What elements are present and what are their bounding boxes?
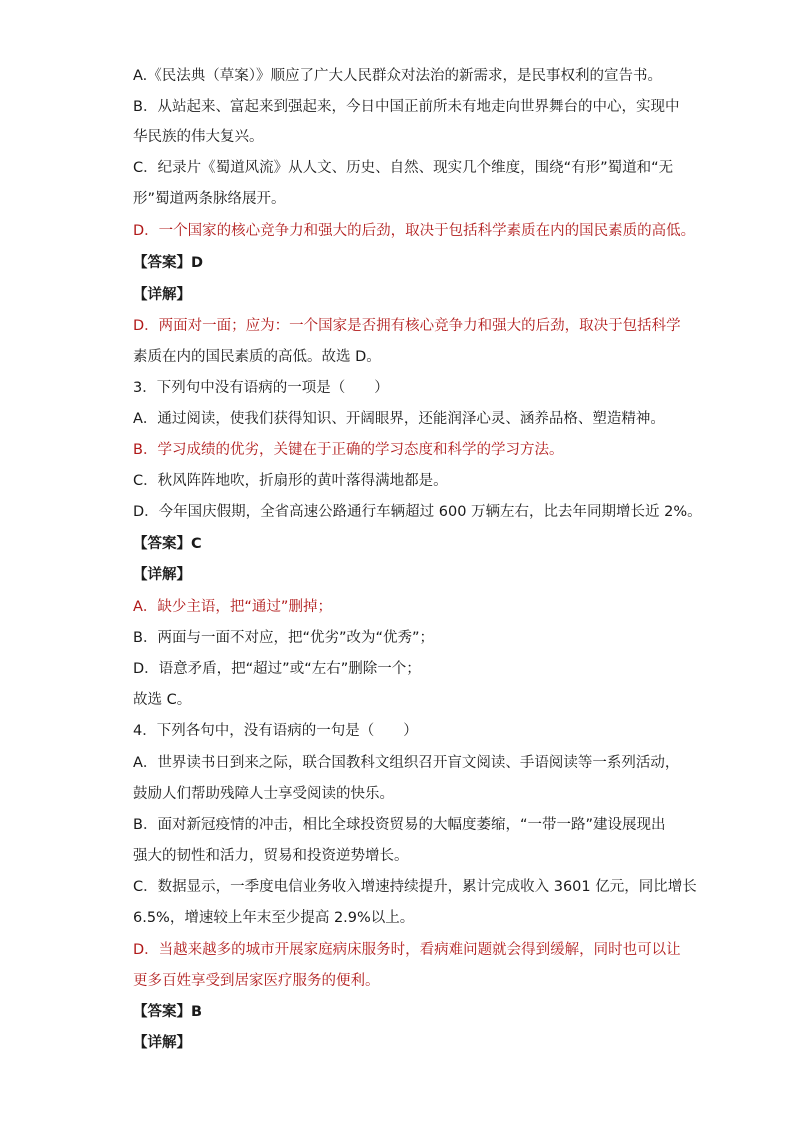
explanation-text-cont: 素质在内的国民素质的高低。故选 D。	[133, 349, 381, 365]
option-b-text-cont: 华民族的伟大复兴。	[133, 129, 264, 145]
q3-answer-label: 【答案】C	[133, 536, 202, 552]
q4-option-a-cont: 鼓励人们帮助残障人士享受阅读的快乐。	[133, 786, 394, 802]
q4-option-d: D．当越来越多的城市开展家庭病床服务时，看病难问题就会得到缓解，同时也可以让	[133, 942, 681, 958]
q4-option-b-cont: 强大的韧性和活力，贸易和投资逆势增长。	[133, 848, 409, 864]
question-4: 4．下列各句中，没有语病的一句是（ ）	[133, 723, 418, 739]
q4-explanation-label: 【详解】	[133, 1035, 191, 1051]
q4-option-a: A．世界读书日到来之际，联合国教科文组织召开盲文阅读、手语阅读等一系列活动，	[133, 755, 680, 771]
q4-option-d-cont: 更多百姓享受到居家医疗服务的便利。	[133, 973, 380, 989]
q3-explanation-a: A．缺少主语，把“通过”删掉；	[133, 599, 332, 615]
option-c-text: C．纪录片《蜀道风流》从人文、历史、自然、现实几个维度，围绕“有形”蜀道和“无	[133, 160, 674, 176]
q3-conclusion: 故选 C。	[133, 692, 192, 708]
q4-answer-label: 【答案】B	[133, 1004, 203, 1020]
answer-label: 【答案】D	[133, 255, 204, 271]
explanation-label: 【详解】	[133, 287, 191, 303]
q4-option-c: C．数据显示，一季度电信业务收入增速持续提升，累计完成收入 3601 亿元，同比增长	[133, 879, 697, 895]
q4-option-c-cont: 6.5%，增速较上年末至少提高 2.9%以上。	[133, 910, 415, 926]
q4-option-b: B．面对新冠疫情的冲击，相比全球投资贸易的大幅度萎缩，“一带一路”建设展现出	[133, 817, 666, 833]
q3-explanation-b: B．两面与一面不对应，把“优劣”改为“优秀”；	[133, 630, 434, 646]
q3-option-d: D．今年国庆假期，全省高速公路通行车辆超过 600 万辆左右，比去年同期增长近 2%。	[133, 504, 702, 520]
q3-option-b: B．学习成绩的优劣，关键在于正确的学习态度和科学的学习方法。	[133, 442, 564, 458]
q3-explanation-label: 【详解】	[133, 567, 191, 583]
question-3: 3．下列句中没有语病的一项是（ ）	[133, 380, 389, 396]
option-d-text: D．一个国家的核心竞争力和强大的后劲，取决于包括科学素质在内的国民素质的高低。	[133, 223, 696, 239]
option-c-text-cont: 形”蜀道两条脉络展开。	[133, 191, 286, 207]
q3-option-c: C．秋风阵阵地吹，折扇形的黄叶落得满地都是。	[133, 473, 448, 489]
option-a-text: A.《民法典（草案）》顺应了广大人民群众对法治的新需求，是民事权利的宣告书。	[133, 68, 663, 84]
option-b-text: B．从站起来、富起来到强起来，今日中国正前所未有地走向世界舞台的中心，实现中	[133, 99, 680, 115]
q3-option-a: A．通过阅读，使我们获得知识、开阔眼界，还能润泽心灵、涵养品格、塑造精神。	[133, 411, 665, 427]
q3-explanation-d: D．语意矛盾，把“超过”或“左右”删除一个；	[133, 661, 421, 677]
explanation-text: D．两面对一面；应为：一个国家是否拥有核心竞争力和强大的后劲，取决于包括科学	[133, 318, 681, 334]
